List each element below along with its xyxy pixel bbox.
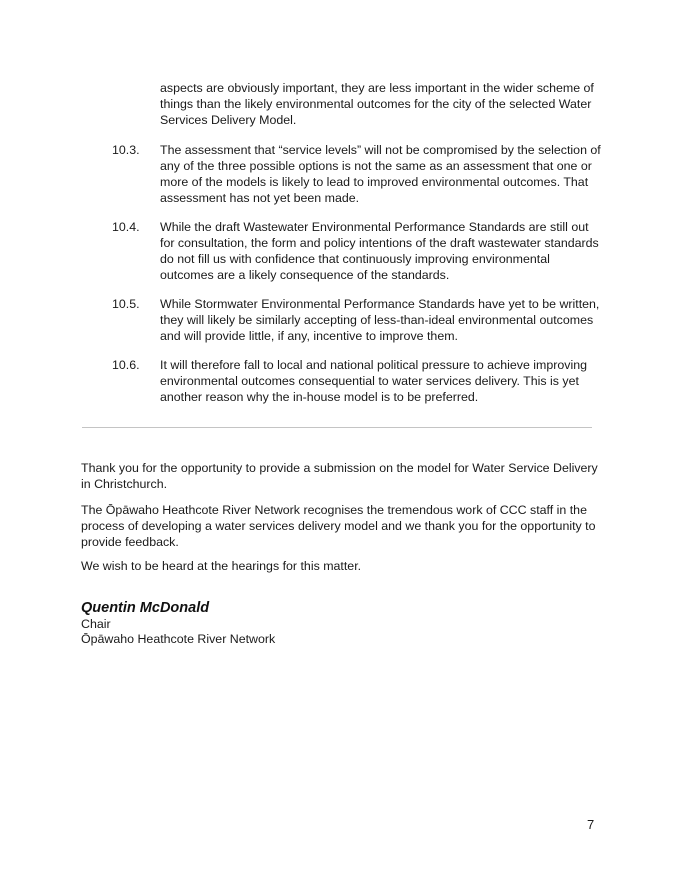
item-number: 10.5. (112, 297, 140, 311)
item-text: It will therefore fall to local and national political pressure to achieve improving environmental outcomes consequential to water services delivery. This is yet another reason why the in-house model is to be preferred. (160, 358, 588, 404)
item-number: 10.3. (112, 143, 140, 157)
horizontal-divider (82, 427, 592, 428)
item-number: 10.6. (112, 358, 140, 372)
continuation-paragraph: aspects are obviously important, they are less important in the wider scheme of things than the likely environmental outcomes for the city of the selected Water Services Delivery Model. (160, 81, 594, 127)
signatory-title: Chair (81, 617, 111, 631)
closing-paragraph-thanks: Thank you for the opportunity to provide a submission on the model for Water Service Delivery in Christchurch. (81, 461, 598, 491)
signatory-name: Quentin McDonald (81, 600, 210, 616)
numbered-item-10-4 (112, 219, 602, 283)
item-text: The assessment that “service levels” will not be compromised by the selection of any of the three possible options is not the same as an assessment that one or more of the models is likely to lead to improved environmental outcomes. That assessment has not yet been made. (160, 143, 601, 205)
closing-paragraph-recognition: The Ōpāwaho Heathcote River Network recognises the tremendous work of CCC staff in the process of developing a water services delivery model and we thank you for the opportunity to provide feedback. (81, 503, 596, 549)
item-number: 10.4. (112, 220, 140, 234)
signatory-organization: Ōpāwaho Heathcote River Network (81, 632, 276, 646)
numbered-item-10-3 (112, 142, 602, 206)
item-text: While the draft Wastewater Environmental Performance Standards are still out for consultation, the form and policy intentions of the draft wastewater standards do not fill us with confidence that continuously improving environmental outcomes are a likely consequence of the standards. (160, 220, 599, 282)
closing-paragraph-hearing: We wish to be heard at the hearings for this matter. (81, 559, 362, 573)
numbered-item-10-6 (112, 357, 602, 405)
item-text: While Stormwater Environmental Performance Standards have yet to be written, they will likely be similarly accepting of less-than-ideal environmental outcomes and will provide little, if any, incentive to improve them. (160, 297, 600, 343)
signature-block (81, 600, 481, 647)
page-number: 7 (587, 817, 595, 832)
numbered-item-10-5 (112, 296, 602, 344)
